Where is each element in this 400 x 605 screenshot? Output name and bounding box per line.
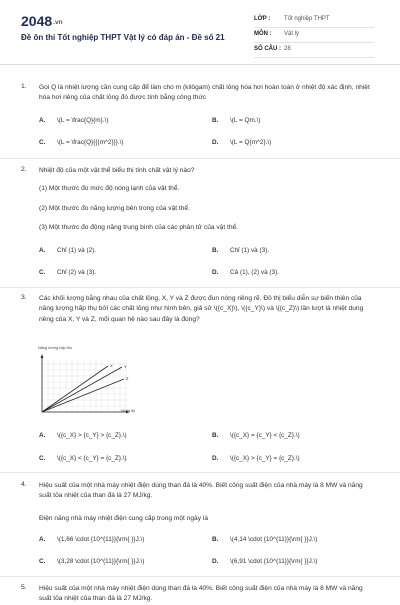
option-letter: A.: [39, 117, 46, 124]
option-a[interactable]: [39, 117, 108, 124]
option-letter: D.: [212, 558, 219, 565]
graph-grid: [42, 360, 126, 412]
question-number: 4.: [21, 481, 27, 488]
option-text: \(4,14 \cdot {10^{11}}{\rm{ }}J.\): [230, 536, 318, 543]
heat-graph: [38, 346, 164, 418]
question-number: 3.: [21, 294, 27, 301]
option-text: \(1,66 \cdot {10^{11}}{\rm{ }}J.\): [57, 536, 145, 543]
option-d[interactable]: [212, 455, 300, 462]
option-text: Chỉ (1) và (3).: [230, 247, 270, 254]
option-a[interactable]: [39, 247, 96, 254]
meta-value: 28: [284, 46, 291, 52]
exam-meta: [254, 13, 374, 58]
option-letter: C.: [39, 139, 46, 146]
graph-line-z: [42, 379, 124, 412]
statement-1: (1) Một thước đo mức độ nóng lạnh của vật thể.: [39, 185, 180, 192]
option-letter: A.: [39, 536, 46, 543]
statement-3: (3) Một thước đo động năng trung bình của các phân tử của vật thể.: [39, 224, 238, 231]
question-number: 5.: [21, 584, 27, 591]
meta-label: MÔN :: [254, 31, 272, 37]
option-b[interactable]: [212, 536, 317, 543]
meta-value: Vật lý: [284, 31, 300, 37]
option-a[interactable]: [39, 536, 144, 543]
option-text: \({c_X} > {c_Y} = {c_Z}.\): [230, 455, 300, 462]
option-letter: A.: [39, 432, 46, 439]
site-logo[interactable]: [21, 13, 63, 29]
graph-label-z: Z: [126, 376, 129, 381]
question-subtext: Điện năng nhà máy nhiệt điện cung cấp trong một ngày là: [39, 515, 208, 522]
option-letter: B.: [212, 536, 219, 543]
meta-label: LỚP :: [254, 16, 271, 22]
option-text: \({c_X} < {c_Y} = {c_Z}.\): [57, 455, 127, 462]
statement-2: (2) Một thước đo năng lượng bên trong của vật thể.: [39, 205, 190, 212]
graph-label-x: X: [110, 363, 113, 368]
graph-label-y: Y: [124, 364, 127, 369]
question-text: Hiệu suất của một nhà máy nhiệt điện dùng than đá là 40%. Biết công suất điện của nhà máy là 8 MW và năng suất tỏa nhiệt của than đá là 27 MJ/kg.: [39, 482, 363, 500]
meta-label: SỐ CÂU :: [254, 46, 281, 52]
question-divider: [0, 158, 400, 159]
option-text: \(6,91 \cdot {10^{11}}{\rm{ }}J.\): [230, 558, 318, 565]
meta-value: Tốt nghiệp THPT: [284, 16, 330, 22]
graph-y-label: Năng lượng hấp thụ: [38, 346, 72, 350]
option-b[interactable]: [212, 432, 300, 439]
option-text: \({c_X} = {c_Y} < {c_Z}.\): [230, 432, 300, 439]
option-c[interactable]: [39, 558, 144, 565]
option-text: \(L = Q{m^2}.\): [230, 139, 272, 146]
option-text: Chỉ (1) và (2).: [57, 247, 97, 254]
option-letter: C.: [39, 269, 46, 276]
option-letter: A.: [39, 247, 46, 254]
question-divider: [0, 576, 400, 577]
option-text: Cả (1), (2) và (3).: [230, 269, 280, 276]
question-number: 2.: [21, 166, 27, 173]
question-divider: [0, 287, 400, 288]
graph-y-arrow: [41, 354, 44, 358]
question-text: Các khối lượng bằng nhau của chất lỏng, X, Y và Z được đun nóng riêng rẽ. Đồ thị biểu diễn sự biến thiên của năng lượng hấp thụ bởi các chất lỏng như hình bên, giả sử \({c_X}\), \({c_Y}\) và \({c_Z}\) lần lượt là nhiệt dung riêng của X, Y và Z, mối quan hệ nào sau đây là đúng?: [39, 295, 364, 323]
option-text: \(L = \frac{Q}{m}.\): [57, 117, 109, 124]
option-text: \({c_X} > {c_Y} > {c_Z}.\): [57, 432, 127, 439]
logo-suffix: .vn: [53, 19, 63, 26]
option-c[interactable]: [39, 455, 127, 462]
meta-row-question-count: [254, 43, 374, 58]
question-text: Hiệu suất của một nhà máy nhiệt điện dùng than đá là 40%. Biết công suất điện của nhà máy là 8 MW và năng suất tỏa nhiệt của than đá là 27 MJ/kg.: [39, 585, 363, 603]
option-letter: B.: [212, 432, 219, 439]
option-d[interactable]: [212, 269, 279, 276]
option-letter: C.: [39, 455, 46, 462]
question-text: Nhiệt độ của một vật thể biểu thị tính chất vật lý nào?: [39, 167, 195, 174]
question-text: Gọi Q là nhiệt lượng cần cung cấp để làm cho m (kilôgam) chất lỏng hóa hơi hoàn toàn ở nhiệt độ xác định, nhiệt hóa hơi riêng của chất lỏng đó được tính bằng công thức: [39, 84, 370, 102]
option-letter: C.: [39, 558, 46, 565]
option-text: \(3,28 \cdot {10^{11}}{\rm{ }}J.\): [57, 558, 145, 565]
option-text: \(L = \frac{Q}{{{m^2}}}.\): [57, 139, 124, 146]
header-divider: [0, 64, 400, 65]
meta-row-subject: [254, 28, 374, 43]
option-letter: D.: [212, 455, 219, 462]
graph-plot: [38, 346, 164, 418]
option-c[interactable]: [39, 139, 124, 146]
exam-title: Đề ôn thi Tốt nghiệp THPT Vật lý có đáp án - Đề số 21: [21, 33, 225, 42]
option-c[interactable]: [39, 269, 96, 276]
option-d[interactable]: [212, 139, 271, 146]
option-d[interactable]: [212, 558, 317, 565]
option-a[interactable]: [39, 432, 127, 439]
page-header: [0, 0, 400, 64]
option-letter: D.: [212, 269, 219, 276]
option-b[interactable]: [212, 247, 269, 254]
logo-brand: 2048: [21, 13, 53, 29]
option-b[interactable]: [212, 117, 260, 124]
option-letter: D.: [212, 139, 219, 146]
graph-x-label: Nhiệt độ: [121, 409, 136, 413]
option-letter: B.: [212, 117, 219, 124]
meta-row-class: [254, 13, 374, 28]
question-number: 1.: [21, 83, 27, 90]
option-text: \(L = Qm.\): [230, 117, 261, 124]
option-letter: B.: [212, 247, 219, 254]
option-text: Chỉ (2) và (3).: [57, 269, 97, 276]
question-divider: [0, 472, 400, 473]
